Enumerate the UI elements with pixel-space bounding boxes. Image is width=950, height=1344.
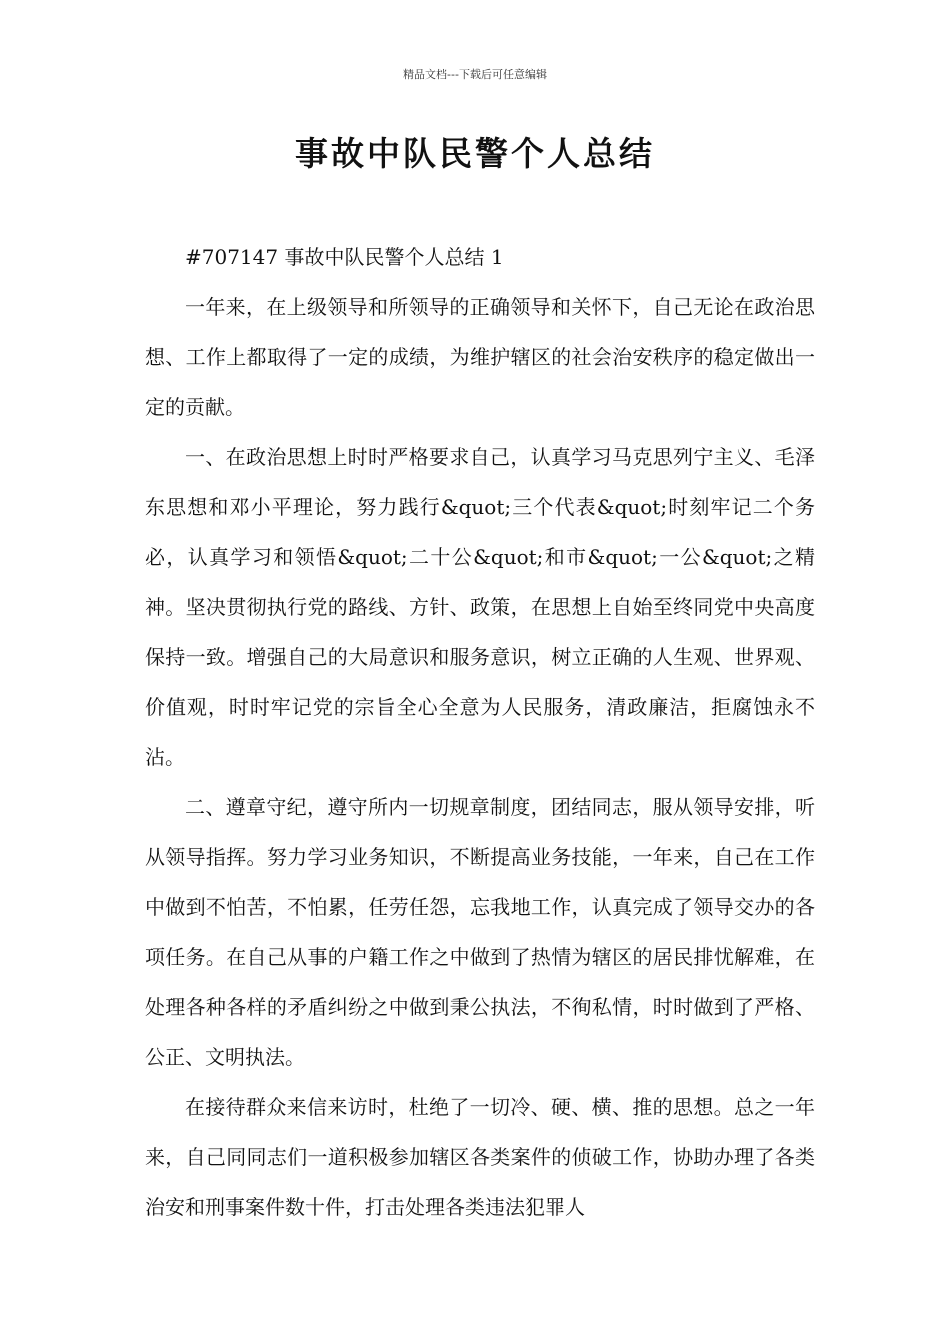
paragraph-1: 一年来，在上级领导和所领导的正确领导和关怀下，自己无论在政治思想、工作上都取得了一定的成绩，为维护辖区的社会治安秩序的稳定做出一定的贡献。 xyxy=(145,295,815,419)
paragraph-3: 二、遵章守纪，遵守所内一切规章制度，团结同志，服从领导安排，听从领导指挥。努力学习业务知识，不断提高业务技能，一年来，自己在工作中做到不怕苦，不怕累，任劳任怨，忘我地工作，认真完成了领导交办的各项任务。在自己从事的户籍工作之中做到了热情为辖区的居民排忧解难，在处理各种各样的矛盾纠纷之中做到秉公执法，不徇私情，时时做到了严格、公正、文明执法。 xyxy=(145,795,815,1069)
document-title: 事故中队民警个人总结 xyxy=(295,134,655,173)
subtitle-line: #707147 事故中队民警个人总结 1 xyxy=(185,245,504,269)
header-note: 精品文档---下载后可任意编辑 xyxy=(403,68,547,81)
document-body xyxy=(145,232,815,1232)
paragraph-4: 在接待群众来信来访时，杜绝了一切冷、硬、横、推的思想。总之一年来，自己同同志们一道积极参加辖区各类案件的侦破工作，协助办理了各类治安和刑事案件数十件，打击处理各类违法犯罪人 xyxy=(145,1095,815,1219)
paragraph-2: 一、在政治思想上时时严格要求自己，认真学习马克思列宁主义、毛泽东思想和邓小平理论，努力践行&quot;三个代表&quot;时刻牢记二个务必，认真学习和领悟&quot;二十公&quot;和市&quot;一公&quot;之精神。坚决贯彻执行党的路线、方针、政策，在思想上自始至终同党中央高度保持一致。增强自己的大局意识和服务意识，树立正确的人生观、世界观、价值观，时时牢记党的宗旨全心全意为人民服务，清政廉洁，拒腐蚀永不沾。 xyxy=(145,445,815,769)
